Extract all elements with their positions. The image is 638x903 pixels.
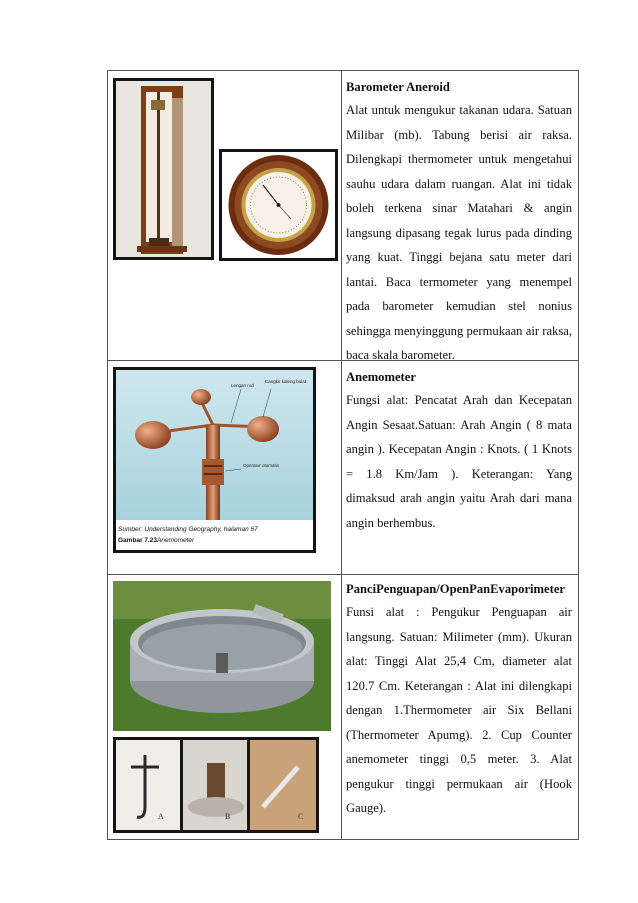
anemometer-label-arm: Lengan rod [231, 383, 254, 388]
anemometer-figure [113, 367, 316, 553]
column-divider [341, 361, 342, 574]
anemometer-body: Fungsi alat: Pencatat Arah dan Kecepatan Angin Sesaat.Satuan: Arah Angin ( 8 mata angin ). Kecepatan Angin : Knots. ( 1 Knots = 1.8 Km/Jam ). Keterangan: Yang dimaksud arah angin yaitu Arah dari mana angin berhembus. [346, 393, 572, 530]
evaporimeter-parts-image [113, 737, 319, 833]
part-label-c: C [298, 812, 304, 821]
anemometer-caption-number: Gambar 7.23 [118, 537, 158, 544]
table-row-evaporimeter [108, 575, 578, 839]
barometer-dial-image [219, 149, 338, 261]
column-divider [341, 71, 342, 360]
barometer-body: Alat untuk mengukur takanan udara. Satuan Milibar (mb). Tabung berisi air raksa. Dilengkapi thermometer untuk mengetahui sauhu udara dalam ruangan. Alat ini tidak boleh terkena sinar Matahari & angin langsung dipasang tegak lurus pada dinding yang kuat. Tinggi bejana satu meter dari lantai. Baca termometer yang menempel pada barometer kemudian stel nonius sehingga menyinggung permukaan air raksa, baca skala barometer. [346, 103, 572, 362]
barometer-title: Barometer Aneroid [346, 80, 450, 94]
anemometer-title: Anemometer [346, 370, 416, 384]
barometer-description [346, 76, 572, 368]
barometer-cabinet-image [113, 78, 214, 260]
anemometer-source: Sumber: Understanding Geography, halaman 67 [118, 526, 258, 533]
table-row-barometer [108, 71, 578, 361]
anemometer-description [346, 366, 572, 535]
anemometer-caption-text: Anemometer [157, 537, 195, 544]
part-label-b: B [225, 812, 231, 821]
evaporimeter-title: PanciPenguapan/OpenPanEvaporimeter [346, 582, 565, 596]
instrument-table [107, 70, 579, 840]
anemometer-label-cup: Cangkir kaleng bulat [265, 379, 307, 384]
table-row-anemometer [108, 361, 578, 575]
part-label-a: A [158, 812, 164, 821]
evaporation-pan-image [113, 581, 331, 731]
anemometer-label-operator: Operator otomatis [243, 463, 280, 468]
evaporimeter-description [346, 578, 572, 821]
evaporimeter-body: Funsi alat : Pengukur Penguapan air langsung. Satuan: Milimeter (mm). Ukuran alat: Tinggi Alat 25,4 Cm, diameter alat 120.7 Cm. Keterangan : Alat ini dilengkapi dengan 1.Thermometer air Six Bellani (Thermometer Apumg). 2. Cup Counter anemometer tinggi 0,5 meter. 3. Alat pengukur tinggi permukaan air (Hook Gauge). [346, 605, 572, 815]
column-divider [341, 575, 342, 839]
